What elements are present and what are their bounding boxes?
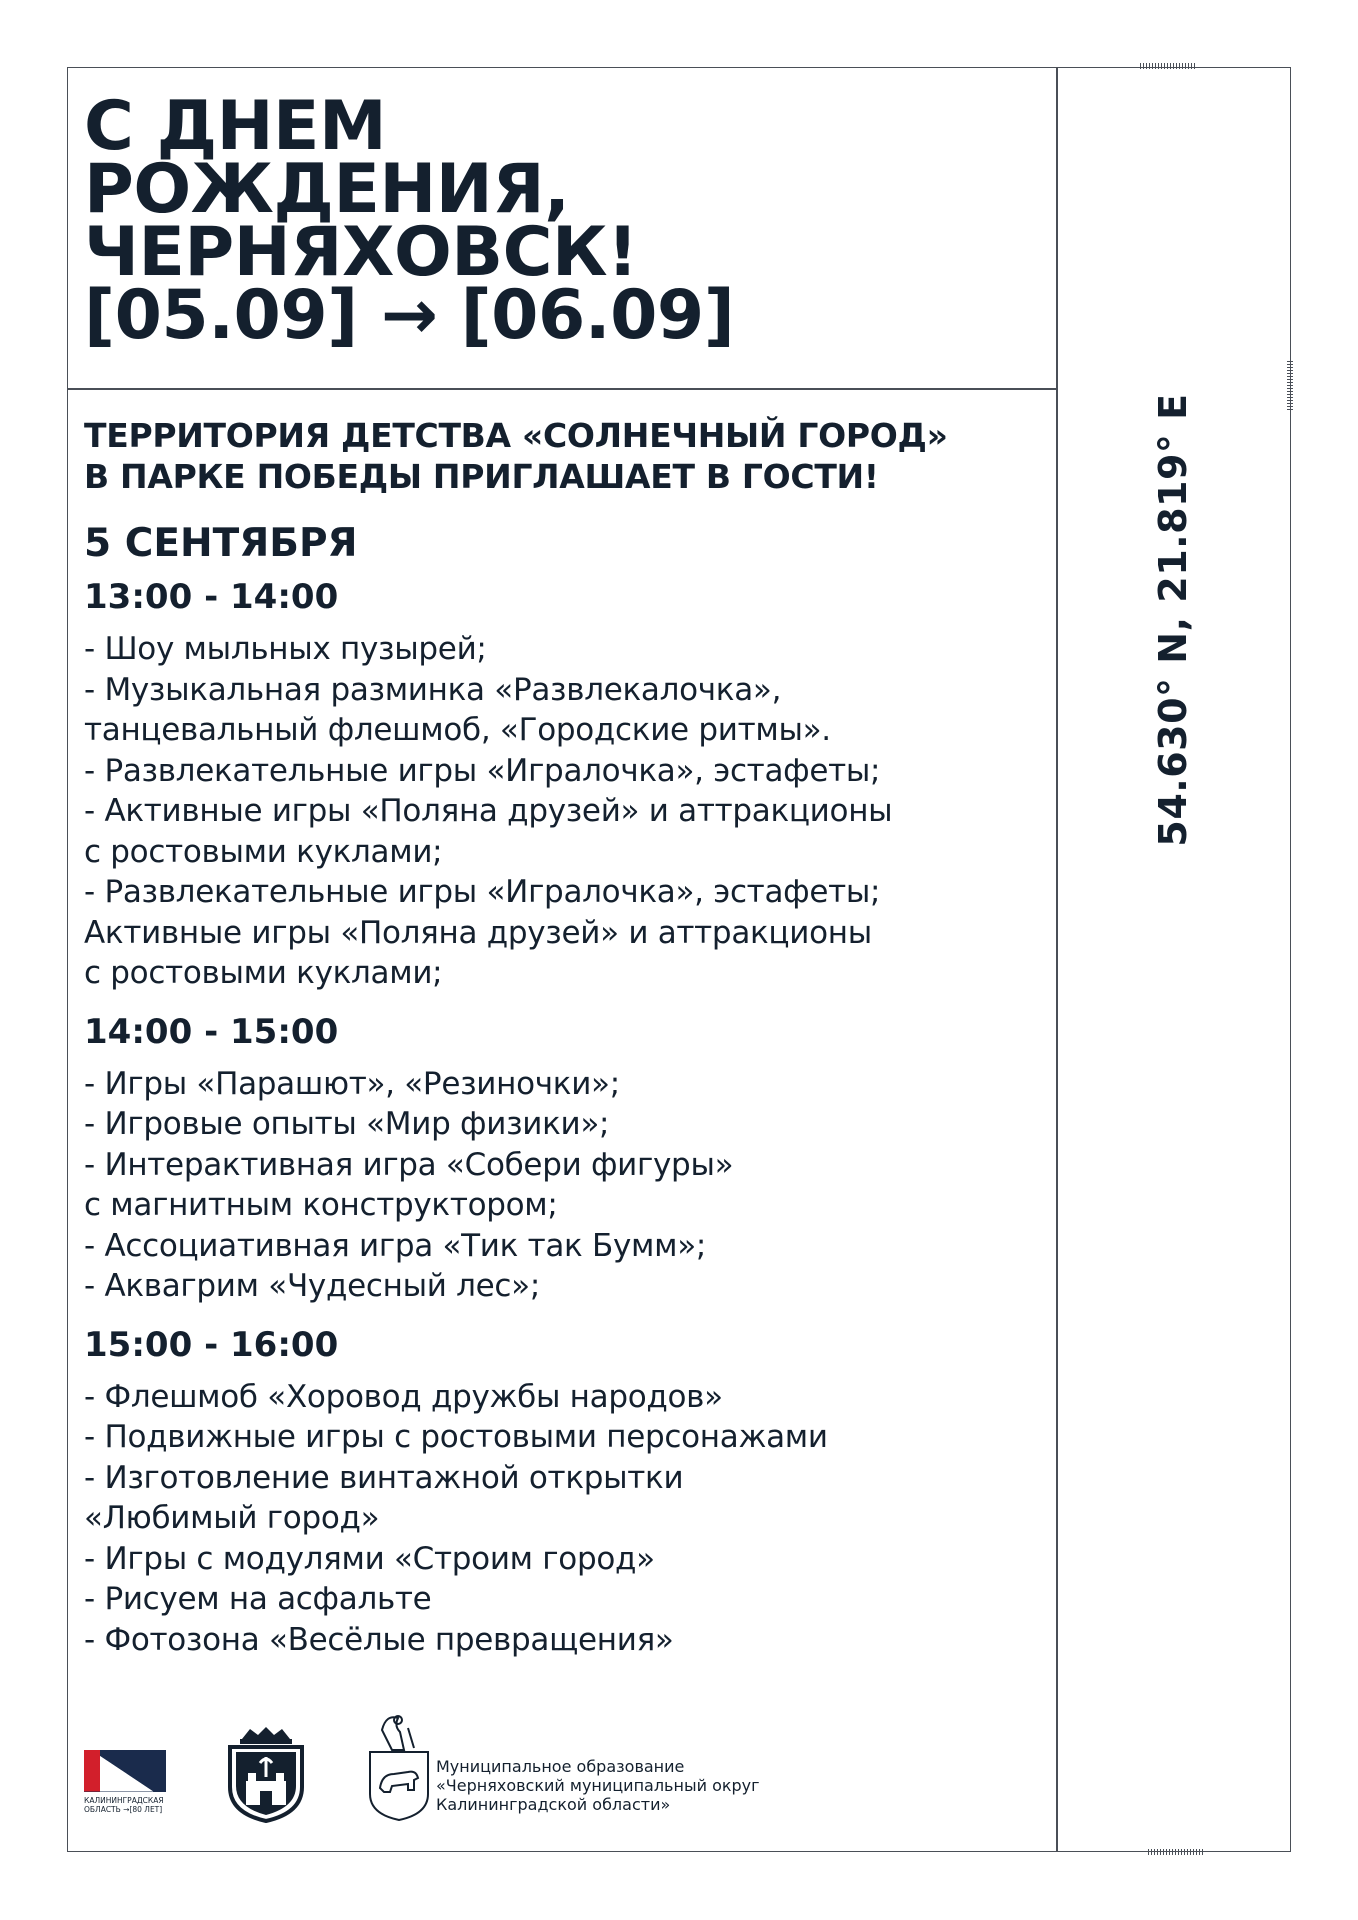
tick-marks-top xyxy=(1140,63,1195,69)
activity-line: «Любимый город» xyxy=(84,1500,380,1536)
title-line: С ДНЕМ xyxy=(84,87,387,166)
slot-activities xyxy=(84,1064,1044,1307)
activity-line: - Интерактивная игра «Собери фигуры» xyxy=(84,1146,734,1183)
schedule-content xyxy=(84,415,1044,1676)
activity-line: с ростовыми куклами; xyxy=(84,955,443,991)
region-logo-icon xyxy=(84,1750,166,1792)
vertical-divider xyxy=(1056,67,1058,1852)
activity-line: - Игры «Парашют», «Резиночки»; xyxy=(84,1065,620,1102)
slot-time: 14:00 - 15:00 xyxy=(84,1011,339,1052)
activity-line: - Изготовление винтажной открытки xyxy=(84,1459,684,1496)
intro-line: ТЕРРИТОРИЯ ДЕТСТВА «СОЛНЕЧНЫЙ ГОРОД» xyxy=(84,416,948,455)
activity-line: - Подвижные игры с ростовыми персонажами xyxy=(84,1419,828,1455)
activity-line: - Активные игры «Поляна друзей» и аттракционы xyxy=(84,793,893,829)
activity-line: - Игры с модулями «Строим город» xyxy=(84,1540,655,1577)
coordinates-label: 54.630° N, 21.819° E xyxy=(1151,393,1195,847)
slot-activities xyxy=(84,1377,1044,1661)
title-line: РОЖДЕНИЯ, xyxy=(84,150,570,229)
slot-time: 15:00 - 16:00 xyxy=(84,1324,339,1365)
footer-logos xyxy=(84,1710,1044,1820)
region-80-years-logo xyxy=(84,1750,174,1822)
activity-line: - Аквагрим «Чудесный лес»; xyxy=(84,1268,540,1304)
region-logo-caption xyxy=(84,1796,184,1814)
activity-line: - Фотозона «Весёлые превращения» xyxy=(84,1621,674,1658)
slot-time: 13:00 - 14:00 xyxy=(84,577,339,617)
activity-line: - Развлекательные игры «Игралочка», эстафеты; xyxy=(84,874,881,910)
slot-activities xyxy=(84,629,1044,994)
municipality-line: Муниципальное образование xyxy=(436,1757,685,1776)
activity-line: с ростовыми куклами; xyxy=(84,833,443,870)
activity-line: - Развлекательные игры «Игралочка», эстафеты; xyxy=(84,752,881,789)
municipality-name xyxy=(436,1757,760,1814)
activity-line: с магнитным конструктором; xyxy=(84,1187,558,1223)
region-logo-caption-line: КАЛИНИНГРАДСКАЯ xyxy=(84,1796,164,1805)
intro-line: В ПАРКЕ ПОБЕДЫ ПРИГЛАШАЕТ В ГОСТИ! xyxy=(84,457,879,496)
activity-line: - Рисуем на асфальте xyxy=(84,1581,432,1617)
activity-line: - Ассоциативная игра «Тик так Бумм»; xyxy=(84,1227,707,1264)
activity-line: - Игровые опыты «Мир физики»; xyxy=(84,1106,610,1142)
activity-line: - Шоу мыльных пузырей; xyxy=(84,631,487,667)
region-logo-caption-line: ОБЛАСТЬ →[80 ЛЕТ] xyxy=(84,1805,163,1814)
title-line-dates: [05.09] → [06.09] xyxy=(84,276,735,355)
municipality-line: Калининградской области» xyxy=(436,1795,671,1814)
activity-line: Активные игры «Поляна друзей» и аттракционы xyxy=(84,914,872,951)
activity-line: - Музыкальная разминка «Развлекалочка», xyxy=(84,671,782,708)
activity-line: танцевальный флешмоб, «Городские ритмы». xyxy=(84,712,831,748)
title-line: ЧЕРНЯХОВСК! xyxy=(84,213,638,292)
tick-marks-right xyxy=(1287,360,1293,410)
event-date: 5 СЕНТЯБРЯ xyxy=(84,521,358,566)
tick-marks-bottom xyxy=(1148,1849,1203,1855)
activity-line: - Флешмоб «Хоровод дружбы народов» xyxy=(84,1378,723,1415)
page-title xyxy=(84,87,1044,355)
horizontal-divider xyxy=(67,388,1057,390)
time-slots xyxy=(84,575,1044,1660)
coat-of-arms-icon xyxy=(220,1725,312,1823)
municipality-crest-icon xyxy=(364,1710,434,1822)
intro-heading xyxy=(84,415,1044,497)
municipality-line: «Черняховский муниципальный округ xyxy=(436,1776,760,1795)
